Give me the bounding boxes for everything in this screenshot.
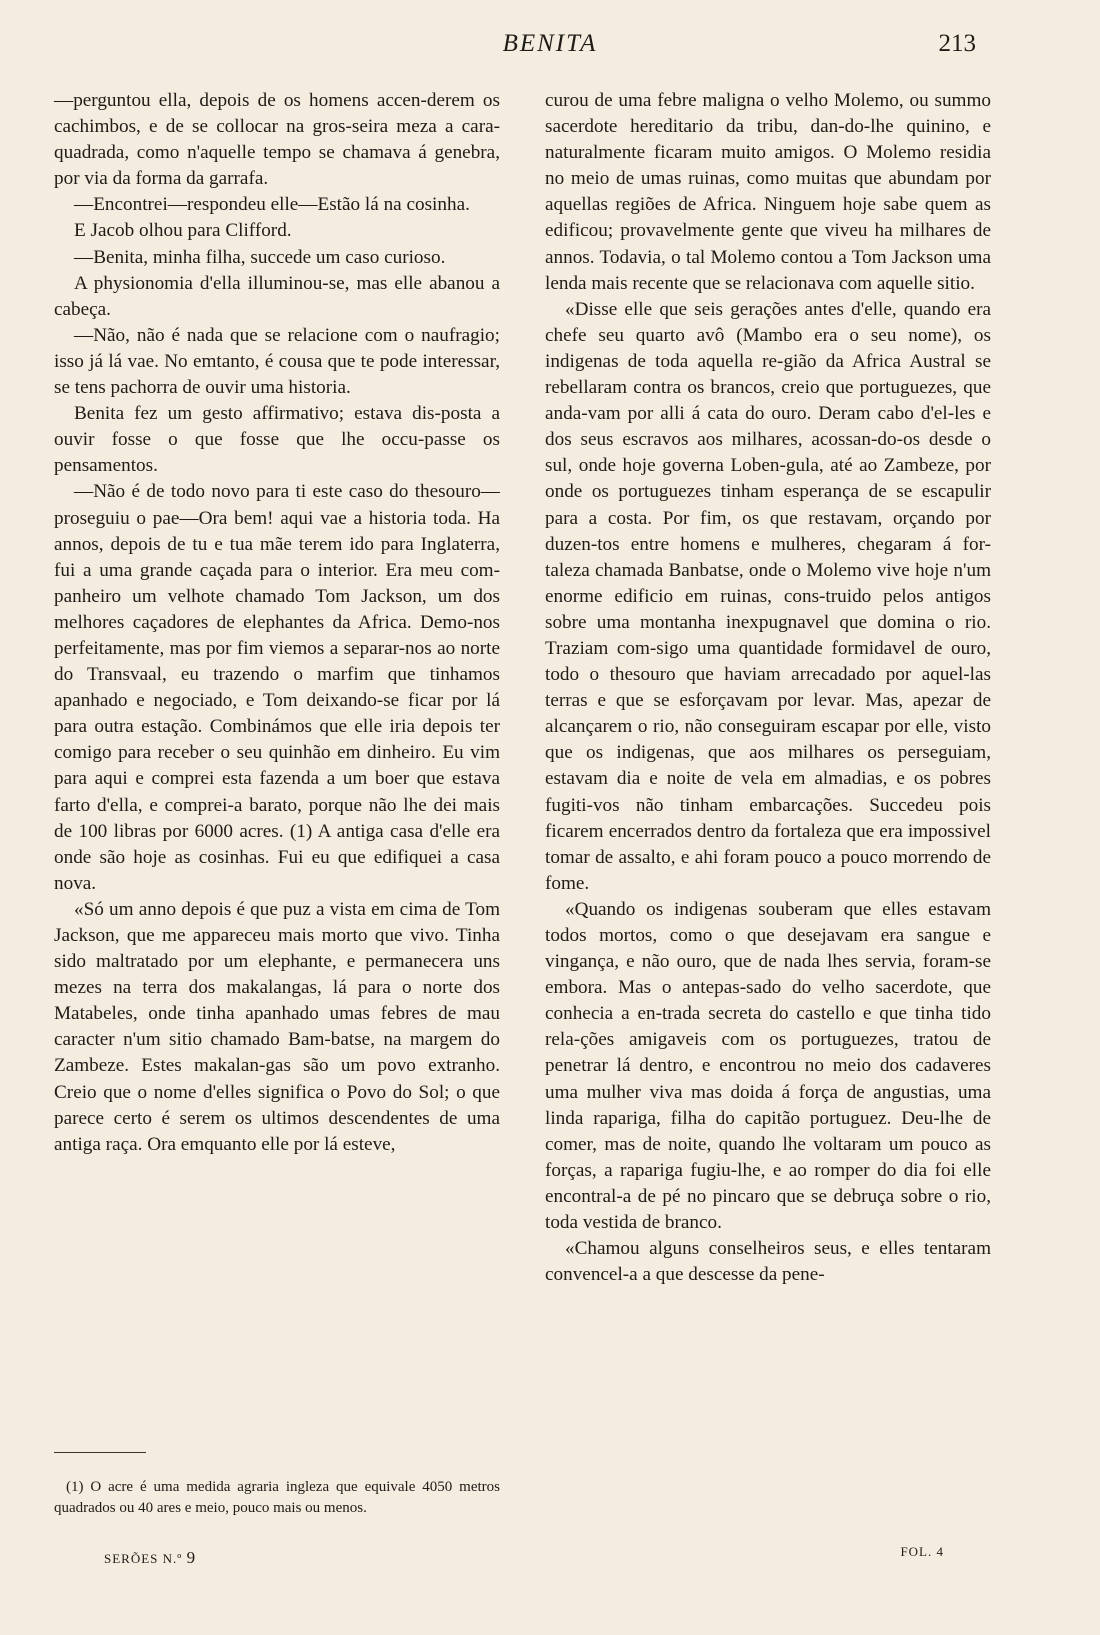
paragraph: «Só um anno depois é que puz a vista em cima de Tom Jackson, que me appareceu mais morto que vivo. Tinha sido maltratado por um elephante, e permanecera uns mezes na terra dos makalangas, lá para o norte dos Matabeles, onde tinha apanhado umas febres de mau caracter n'um sitio chamado Bam-batse, na margem do Zambeze. Estes makalan-gas são um povo extranho. Creio que o nome d'elles significa o Povo do Sol; o que parece certo é serem os ultimos descendentes de uma antiga raça. Ora emquanto elle por lá esteve, xyxy=(54,898,500,1155)
signature-number: 9 xyxy=(186,1548,197,1567)
paragraph: E Jacob olhou para Clifford. xyxy=(74,220,292,242)
paragraph: Benita fez um gesto affirmativo; estava dis-posta a ouvir fosse o que fosse que lhe occu-passe os pensamentos. xyxy=(54,403,500,477)
signature-mark-left xyxy=(104,1548,196,1568)
paragraph: A physionomia d'ella illuminou-se, mas elle abanou a cabeça. xyxy=(54,272,500,320)
footnote xyxy=(54,1477,500,1519)
page-number: 213 xyxy=(938,30,976,57)
left-column xyxy=(54,88,500,1158)
footnote-text: (1) O acre é uma medida agraria ingleza que equivale 4050 metros quadrados ou 40 ares e meio, pouco mais ou menos. xyxy=(54,1479,500,1516)
running-head xyxy=(0,30,1100,66)
paragraph: curou de uma febre maligna o velho Molemo, ou summo sacerdote hereditario da tribu, dan-do-lhe quinino, e naturalmente ficaram muito amigos. O Molemo residia no meio de umas ruinas, como muitas que abundam por aquellas regiões de Africa. Ninguem hoje sabe quem as edificou; provavelmente gente que viveu ha milhares de annos. Todavia, o tal Molemo contou a Tom Jackson uma lenda mais recente que se relacionava com aquelle sitio. xyxy=(545,90,991,294)
paragraph: —perguntou ella, depois de os homens accen-derem os cachimbos, e de se collocar na gros-seira meza a cara-quadrada, como n'aquelle tempo se chamava á genebra, por via da forma da garrafa. xyxy=(54,90,500,190)
right-column xyxy=(545,88,991,1288)
paragraph: —Não, não é nada que se relacione com o naufragio; isso já lá vae. No emtanto, é cousa que te pode interessar, se tens pachorra de ouvir uma historia. xyxy=(54,324,500,399)
signature-mark-right: FOL. 4 xyxy=(900,1544,944,1559)
paragraph: «Chamou alguns conselheiros seus, e elles tentaram convencel-a a que descesse da pene- xyxy=(545,1238,991,1286)
paragraph: —Benita, minha filha, succede um caso curioso. xyxy=(74,246,446,268)
paragraph: —Não é de todo novo para ti este caso do thesouro—proseguiu o pae—Ora bem! aqui vae a historia toda. Ha annos, depois de tu e tua mãe terem ido para Inglaterra, fui a uma grande caçada para o interior. Era meu com-panheiro um velhote chamado Tom Jackson, um dos melhores caçadores de elephantes da Africa. Demo-nos perfeitamente, mas por fim viemos a separar-nos ao norte do Transvaal, eu trazendo o marfim que tinhamos apanhado e negociado, e Tom deixando-se ficar por lá para outra estação. Combinámos que elle iria depois ter comigo para receber o seu quinhão em dinheiro. Eu vim para aqui e comprei esta fazenda a um boer que estava farto d'ella, e comprei-a barato, porque não lhe dei mais de 100 libras por 6000 acres. (1) A antiga casa d'elle era onde são hoje as cosinhas. Fui eu que edifiquei a casa nova. xyxy=(54,481,500,894)
paragraph: «Disse elle que seis gerações antes d'elle, quando era chefe seu quarto avô (Mambo era o seu nome), os indigenas de toda aquella re-gião da Africa Austral se rebellaram contra os brancos, creio que portuguezes, que anda-vam por alli á cata do ouro. Deram cabo d'el-les e dos seus escravos aos milhares, acossan-do-os desde o sul, onde hoje governa Loben-gula, até ao Zambeze, por onde os portuguezes tinham esperança de se escapulir para a costa. Por fim, os que restavam, orçando por duzen-tos entre homens e mulheres, chegaram á for-taleza chamada Banbatse, onde o Molemo vive hoje n'um enorme edificio em ruinas, cons-truido pelos antigos sobre uma montanha inexpugnavel que domina o rio. Traziam com-sigo uma quantidade formidavel de ouro, todo o thesouro que haviam arrecadado por aquel-las terras e que se esforçavam por levar. Mas, apezar de alcançarem o rio, não conseguiram escapar por elle, visto que os indigenas, que aos milhares os perseguiam, estavam dia e noite de vela em almadias, e os pobres fugiti-vos não tinham embarcações. Succedeu pois ficarem encerrados dentro da fortaleza que era impossivel tomar de assalto, e ahi foram pouco a pouco morrendo de fome. xyxy=(545,298,991,894)
running-title: BENITA xyxy=(502,30,598,57)
paragraph: —Encontrei—respondeu elle—Estão lá na cosinha. xyxy=(74,194,470,216)
footnote-rule xyxy=(54,1452,146,1453)
paragraph: «Quando os indigenas souberam que elles estavam todos mortos, como o que desejavam era sangue e vingança, e não ouro, que de nada lhes servia, foram-se embora. Mas o antepas-sado do velho sacerdote, que conhecia a en-trada secreta do castello e que tinha tido rela-ções amigaveis com os portuguezes, tratou de penetrar lá dentro, e encontrou no meio dos cadaveres uma mulher viva mas doida á força de angustias, uma linda rapariga, filha do capitão portuguez. Deu-lhe de comer, mas de noite, quando lhe voltaram um pouco as forças, a rapariga fugiu-lhe, e ao romper do dia foi elle encontral-a de pé no pincaro que se debruça sobre o rio, toda vestida de branco. xyxy=(545,898,991,1234)
signature-label: SERÕES N.º xyxy=(104,1551,183,1566)
